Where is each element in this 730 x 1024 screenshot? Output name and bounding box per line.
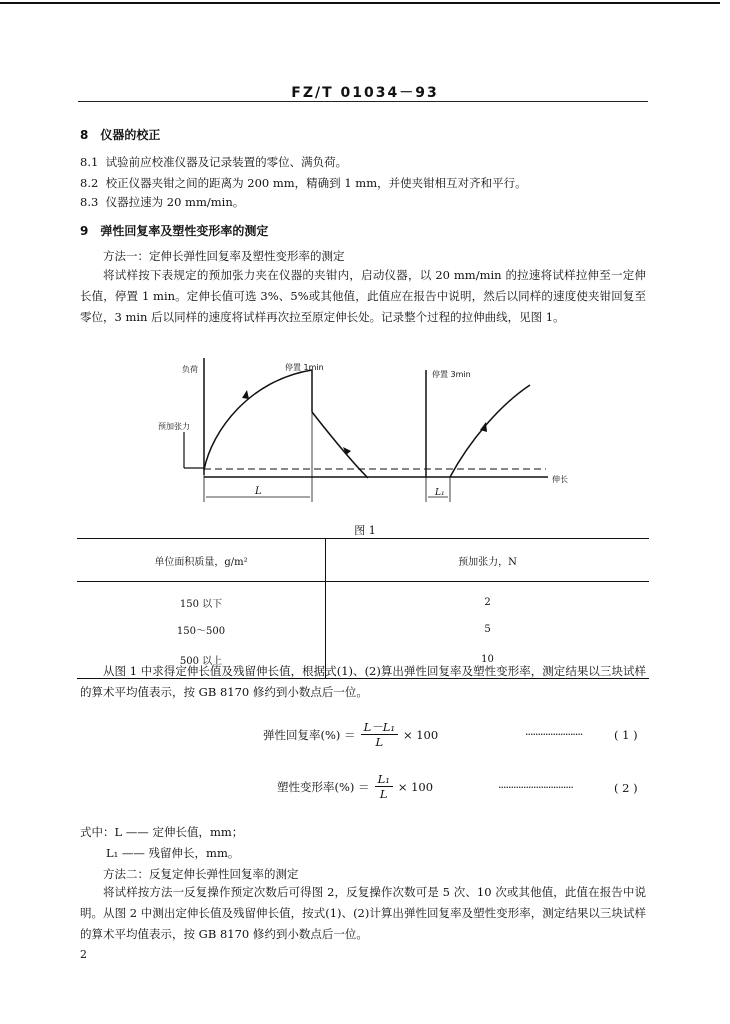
table-cell: 150～500 — [176, 625, 226, 637]
method-2-paragraph: 将试样按方法一反复操作预定次数后可得图 2，反复操作次数可是 5 次、10 次或其他值，此值在报告中说明。从图 2 中测出定伸长值及残留伸长值，按式(1)、(2)计算出弹性回复率及塑性变形率，测定结果以三块试样的算术平均值表示，按 GB 8170 修约到小数点后一位。 — [80, 885, 646, 941]
table-cell: 5 — [326, 614, 650, 644]
formula-2 — [277, 772, 433, 801]
clause-8-2 — [80, 173, 527, 193]
table-header-cell: 单位面积质量，g/m² — [154, 556, 248, 568]
table-cell: 500 以上 — [179, 655, 223, 667]
fraction-denominator: L — [379, 787, 388, 801]
restretch-curve — [450, 385, 530, 477]
formula-rhs: × 100 — [397, 779, 434, 794]
label-load: 负荷 — [182, 365, 198, 374]
formula-lhs: 塑性变形率(%) ＝ — [277, 779, 370, 794]
table-header-row — [77, 539, 649, 582]
table-cell: 150 以下 — [179, 598, 223, 610]
formula-2-number: ( 2 ) — [614, 781, 638, 795]
figure-1-diagram — [150, 350, 570, 510]
label-hold-3min: 停置 3min — [432, 370, 471, 379]
curve-arrow-1 — [242, 390, 249, 399]
formula-fraction — [375, 772, 393, 801]
section-9-heading: 9 弹性回复率及塑性变形率的测定 — [80, 224, 269, 238]
formula-1-leader-dots: ······················· — [525, 728, 583, 741]
pretension-table — [77, 538, 649, 679]
table-header-cell: 预加张力，N — [326, 539, 650, 582]
top-border-line — [0, 2, 720, 4]
fraction-denominator: L — [375, 735, 384, 749]
figure-1-caption: 图 1 — [354, 524, 376, 537]
page-number: 2 — [80, 948, 87, 961]
header-rule — [78, 101, 648, 102]
table-row — [77, 582, 649, 615]
formula-rhs: × 100 — [402, 727, 439, 742]
where-line-1: 式中：L —— 定伸长值，mm； — [80, 825, 244, 839]
fraction-numerator: L－L₁ — [361, 720, 398, 735]
stretch-curve-1 — [204, 370, 312, 470]
formula-1 — [263, 720, 438, 749]
where-line-2: L₁ —— 残留伸长，mm。 — [106, 846, 240, 860]
clause-8-3 — [80, 192, 244, 212]
fraction-numerator: L₁ — [375, 772, 393, 787]
results-paragraph: 从图 1 中求得定伸长值及残留伸长值，根据式(1)、(2)算出弹性回复率及塑性变形率，测定结果以三块试样的算术平均值表示，按 GB 8170 修约到小数点后一位。 — [80, 664, 646, 699]
clause-number: 8.2 — [80, 176, 99, 190]
method-1-title: 方法一：定伸长弹性回复率及塑性变形率的测定 — [103, 249, 345, 263]
return-curve-1 — [312, 412, 368, 478]
label-pretension: 预加张力 — [158, 422, 190, 431]
clause-text: 试验前应校准仪器及记录装置的零位、满负荷。 — [105, 155, 348, 169]
section-8-heading: 8 仪器的校正 — [80, 128, 161, 142]
formula-fraction — [361, 720, 398, 749]
label-hold-1min: 停置 1min — [285, 363, 324, 372]
table-cell: 2 — [326, 582, 650, 615]
clause-8-1 — [80, 152, 347, 172]
label-elongation: 伸长 — [552, 475, 568, 484]
formula-lhs: 弹性回复率(%) ＝ — [263, 727, 356, 742]
method-2-title: 方法二：反复定伸长弹性回复率的测定 — [103, 867, 299, 881]
label-L1: L₁ — [435, 488, 445, 498]
table-cell: 10 — [326, 644, 650, 679]
document-code: FZ/T 01034－93 — [291, 85, 439, 101]
clause-text: 校正仪器夹钳之间的距离为 200 mm，精确到 1 mm，并使夹钳相互对齐和平行。 — [105, 176, 527, 190]
label-L: L — [255, 486, 262, 497]
formula-2-leader-dots: ······························ — [498, 781, 573, 794]
clause-number: 8.3 — [80, 195, 99, 209]
table-row — [77, 614, 649, 644]
clause-text: 仪器拉速为 20 mm/min。 — [105, 195, 245, 209]
clause-number: 8.1 — [80, 155, 99, 169]
method-1-paragraph: 将试样按下表规定的预加张力夹在仪器的夹钳内，启动仪器，以 20 mm/min 的拉速将试样拉伸至一定伸长值，停置 1 min。定伸长值可选 3%、5%或其他值，此值应在报告中说明，然后以同样的速度使夹钳回复至零位，3 min 后以同样的速度将试样再次拉至原定伸长处。记录整个过程的拉伸曲线，见图 1。 — [80, 268, 646, 324]
formula-1-number: ( 1 ) — [614, 728, 638, 742]
